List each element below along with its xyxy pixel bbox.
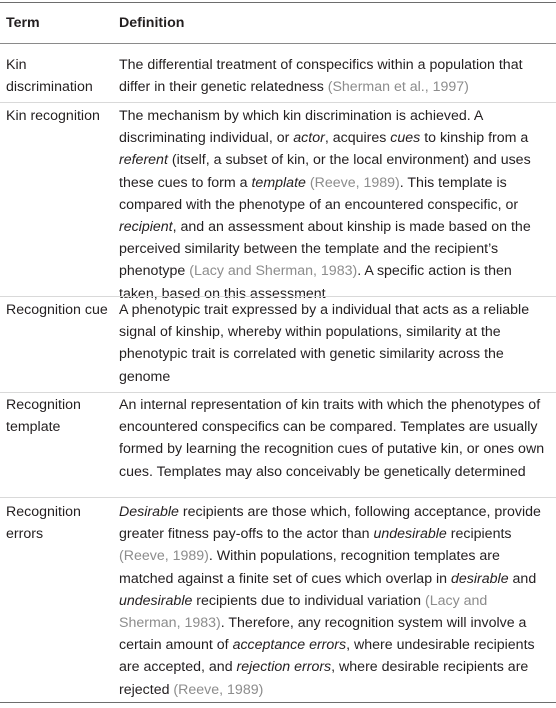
citation: (Reeve, 1989) xyxy=(119,548,209,565)
row-separator xyxy=(0,296,556,297)
emphasized-term: desirable xyxy=(451,570,509,587)
definition-text: . This template is compared with the phenotype of an encountered conspecific, or xyxy=(119,174,519,213)
row-separator xyxy=(0,497,556,498)
definition-cell xyxy=(119,394,551,483)
definition-text: An internal representation of kin traits with which the phenotypes of encountered conspecifics can be compared. Templates are usually formed by learning the recognition cues of putative kin, or ones own cues. Templates may also conceivably be genetically determined xyxy=(119,397,545,480)
term-cell: Recognition template xyxy=(6,397,81,436)
definition-text: The mechanism by which kin discrimination is achieved. A discriminating individual, or xyxy=(119,108,483,147)
definition-text: . Therefore, any recognition system will involve a certain amount of xyxy=(119,615,527,654)
definition-text: (itself, a subset of kin, or the local environment) and uses these cues to form a xyxy=(119,152,531,191)
citation: (Lacy and Sherman, 1983) xyxy=(189,263,358,280)
emphasized-term: actor xyxy=(293,130,325,147)
emphasized-term: referent xyxy=(119,152,168,169)
term-cell: Kin recognition xyxy=(6,108,100,124)
header-term: Term xyxy=(6,15,40,31)
table-top-rule xyxy=(0,2,556,3)
row-separator xyxy=(0,102,556,103)
emphasized-term: template xyxy=(251,174,306,191)
definition-text: , where desirable recipients are rejected xyxy=(119,659,529,698)
citation: (Reeve, 1989) xyxy=(309,174,400,191)
header-definition: Definition xyxy=(119,15,185,31)
definition-text: recipients due to individual variation xyxy=(192,592,426,609)
emphasized-term: undesirable xyxy=(373,526,447,543)
header-rule xyxy=(0,43,556,44)
citation: (Lacy and Sherman, 1983) xyxy=(119,592,488,632)
emphasized-term: acceptance errors xyxy=(232,637,347,654)
term-cell: Kin discrimination xyxy=(6,57,93,96)
emphasized-term: recipient xyxy=(119,219,173,236)
row-separator xyxy=(0,392,556,393)
definition-text: , where undesirable recipients are accepted, and xyxy=(119,637,535,676)
definition-text: recipients xyxy=(446,526,512,543)
definition-text: recipients are those which, following acceptance, provide greater fitness pay-offs to the actor than xyxy=(119,504,541,543)
definition-text: . A specific action is then taken, based on this assessment xyxy=(119,263,512,302)
definition-cell xyxy=(119,299,551,388)
emphasized-term: rejection errors xyxy=(236,659,332,676)
table-bottom-rule xyxy=(0,702,556,703)
definition-cell xyxy=(119,54,551,98)
definition-text: to kinship from a xyxy=(420,130,529,147)
emphasized-term: cues xyxy=(390,130,421,147)
definition-text: , acquires xyxy=(324,130,391,147)
term-cell: Recognition errors xyxy=(6,504,81,543)
definition-text: , and an assessment about kinship is made based on the perceived similarity between the template and the recipient’s phenotype xyxy=(119,219,531,280)
definition-cell xyxy=(119,105,551,305)
definition-text: . Within populations, recognition templates are matched against a finite set of cues which overlap in xyxy=(119,548,500,587)
citation: (Reeve, 1989) xyxy=(173,681,264,698)
term-cell: Recognition cue xyxy=(6,302,108,318)
definition-cell xyxy=(119,501,551,701)
citation: (Sherman et al., 1997) xyxy=(327,79,469,96)
definition-text: A phenotypic trait expressed by a individual that acts as a reliable signal of kinship, whereby within populations, similarity at the phenotypic trait is correlated with genetic similarity across the genome xyxy=(119,302,530,385)
definition-text: and xyxy=(508,570,537,587)
emphasized-term: Desirable xyxy=(119,504,179,520)
emphasized-term: undesirable xyxy=(119,592,193,609)
definition-text: The differential treatment of conspecifics within a population that differ in their genetic relatedness xyxy=(119,57,523,96)
